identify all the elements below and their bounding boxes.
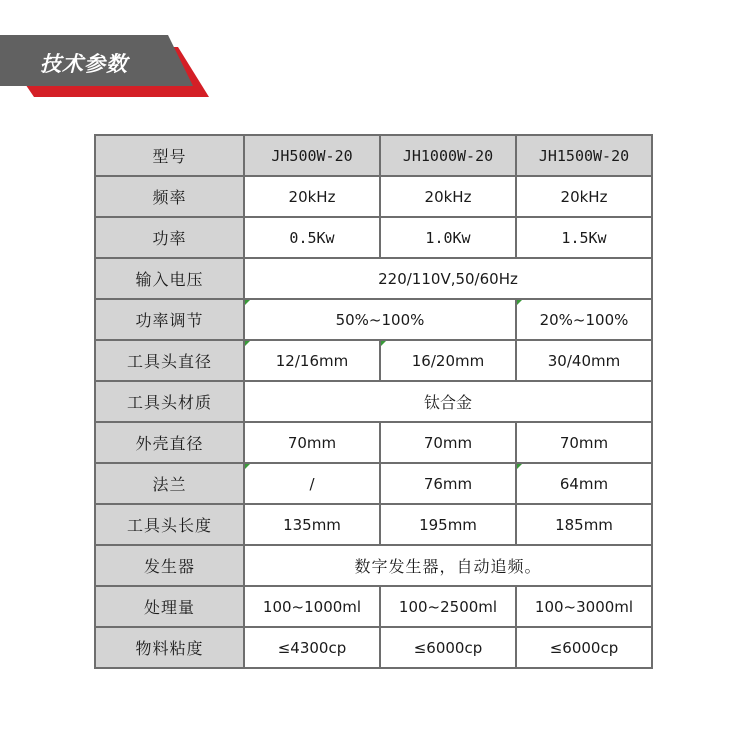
header-cell-model: 型号 [95,135,244,176]
table-cell: 220/110V,50/60Hz [244,258,652,299]
table-cell: ≤6000cp [380,627,516,668]
table-cell: 20kHz [516,176,652,217]
table-cell: 64mm [516,463,652,504]
header-cell-jh1000: JH1000W-20 [380,135,516,176]
section-title: 技术参数 [40,52,128,76]
section-banner [0,0,750,110]
header-cell-jh1500: JH1500W-20 [516,135,652,176]
table-row-shell-diameter [95,422,652,463]
row-label: 功率 [95,217,244,258]
row-label: 工具头直径 [95,340,244,381]
table-cell: 50%~100% [244,299,516,340]
table-cell: ≤6000cp [516,627,652,668]
table-cell: 30/40mm [516,340,652,381]
table-row-frequency [95,176,652,217]
table-cell: / [244,463,380,504]
table-cell: 1.5Kw [516,217,652,258]
header-cell-jh500: JH500W-20 [244,135,380,176]
table-cell: 20kHz [380,176,516,217]
table-row-viscosity [95,627,652,668]
table-cell: 钛合金 [244,381,652,422]
table-row-input-voltage [95,258,652,299]
table-row-tool-head-material [95,381,652,422]
row-label: 工具头材质 [95,381,244,422]
row-label: 物料粘度 [95,627,244,668]
row-label: 发生器 [95,545,244,586]
table-cell: 20%~100% [516,299,652,340]
table-cell: 135mm [244,504,380,545]
table-cell: ≤4300cp [244,627,380,668]
spec-table [94,134,653,669]
table-cell: 1.0Kw [380,217,516,258]
table-cell: 0.5Kw [244,217,380,258]
table-row-power [95,217,652,258]
row-label: 法兰 [95,463,244,504]
row-label: 工具头长度 [95,504,244,545]
row-label: 输入电压 [95,258,244,299]
table-cell: 76mm [380,463,516,504]
table-row-tool-head-diameter [95,340,652,381]
table-cell: 70mm [380,422,516,463]
table-header-row [95,135,652,176]
table-row-flange [95,463,652,504]
table-row-generator [95,545,652,586]
table-row-capacity [95,586,652,627]
table-cell: 70mm [244,422,380,463]
row-label: 外壳直径 [95,422,244,463]
table-cell: 数字发生器，自动追频。 [244,545,652,586]
table-row-power-adjust [95,299,652,340]
table-cell: 185mm [516,504,652,545]
table-cell: 16/20mm [380,340,516,381]
table-cell: 100~2500ml [380,586,516,627]
table-cell: 70mm [516,422,652,463]
table-row-tool-head-length [95,504,652,545]
table-cell: 100~3000ml [516,586,652,627]
table-cell: 195mm [380,504,516,545]
row-label: 处理量 [95,586,244,627]
table-cell: 12/16mm [244,340,380,381]
row-label: 频率 [95,176,244,217]
table-cell: 100~1000ml [244,586,380,627]
row-label: 功率调节 [95,299,244,340]
table-cell: 20kHz [244,176,380,217]
